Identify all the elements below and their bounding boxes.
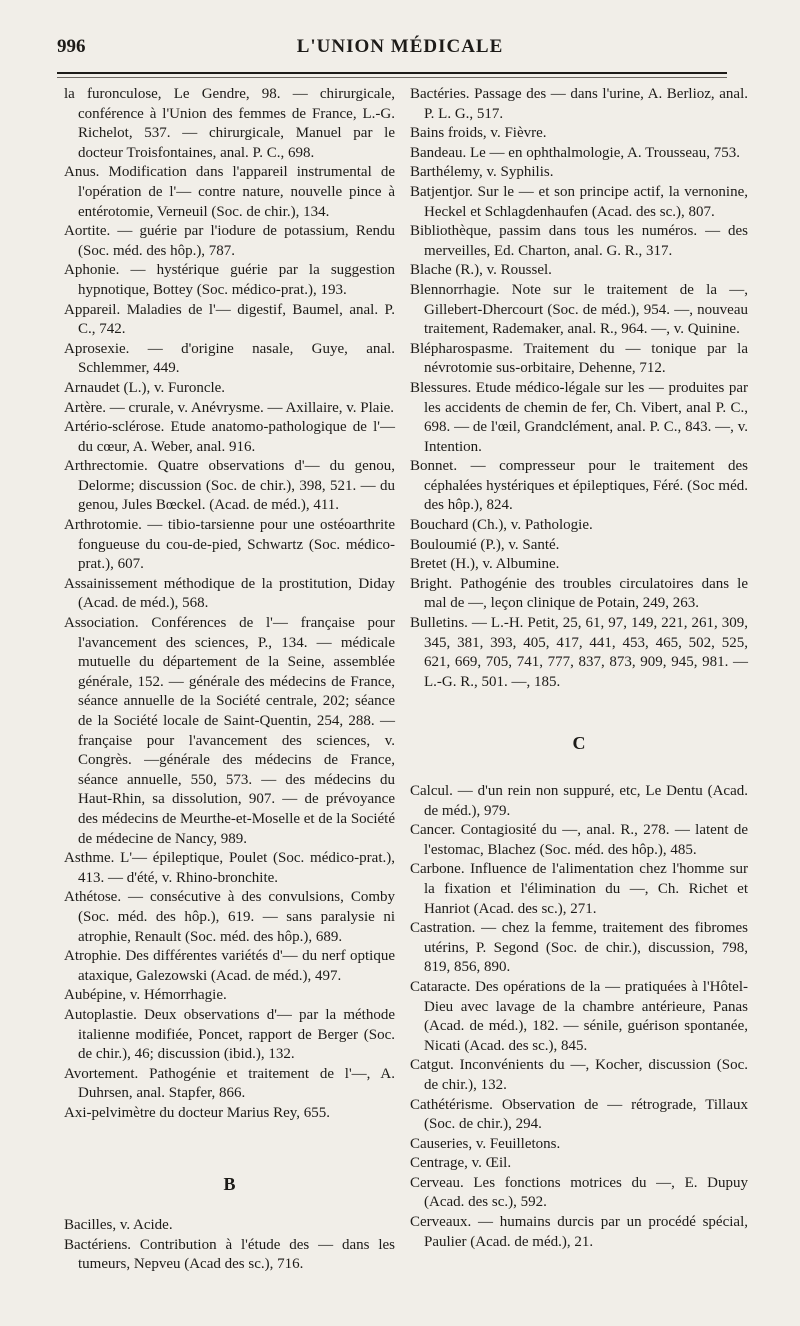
index-entry: Bright. Pathogénie des troubles circulatoires dans le mal de —, leçon clinique de Potain, 249, 263. — [410, 575, 748, 612]
index-entry: Bains froids, v. Fièvre. — [410, 125, 547, 142]
index-entry: Arthrectomie. Quatre observations d'— du genou, Delorme; discussion (Soc. de chir.), 398, 521. — du genou, Jules Bœckel. (Acad. de méd.), 411. — [64, 458, 395, 514]
index-entry: Arnaudet (L.), v. Furoncle. — [64, 379, 226, 396]
index-entry: Aortite. — guérie par l'iodure de potassium, Rendu (Soc. méd. des hôp.), 787. — [64, 223, 395, 259]
index-entry: Cataracte. Des opérations de la — pratiquées à l'Hôtel-Dieu avec lavage de la chambre antérieure, Panas (Acad. de méd.), 182. — sénile, guérison spontanée, Nicati (Acad. des sc.), 845. — [410, 978, 748, 1054]
index-entry: Anus. Modification dans l'appareil instrumental de l'opération de l'— contre nature, nouvelle pince à entérotomie, Verneuil (Soc. de chir.), 134. — [64, 164, 395, 220]
section-letter-c: C — [572, 733, 586, 754]
index-entry: Blépharospasme. Traitement du — tonique par la névrotomie sus-orbitaire, Dehenne, 712. — [410, 340, 748, 377]
index-entry: Bouloumié (P.), v. Santé. — [410, 536, 560, 553]
index-entry: Avortement. Pathogénie et traitement de l'—, A. Duhrsen, anal. Stapfer, 866. — [64, 1065, 395, 1102]
index-entries-b — [64, 1216, 395, 1275]
index-entry: Cathétérisme. Observation de — rétrograde, Tillaux (Soc. de chir.), 294. — [410, 1096, 748, 1133]
index-entry: Cancer. Contagiosité du —, anal. R., 278. — latent de l'estomac, Blachez (Soc. méd. des hôp.), 485. — [410, 822, 748, 858]
index-entry: Blache (R.), v. Roussel. — [410, 262, 552, 279]
index-entries-c — [410, 782, 748, 1252]
index-entry: Bulletins. — L.-H. Petit, 25, 61, 97, 149, 221, 261, 309, 345, 381, 393, 405, 417, 441, 453, 465, 502, 525, 621, 669, 705, 741, 777, 837, 873, 909, 945, 981. — L.-G. R., 501. —, 185. — [410, 615, 748, 690]
right-column — [410, 85, 748, 1252]
header-rule-thin — [57, 77, 727, 78]
journal-title: L'UNION MÉDICALE — [296, 36, 504, 57]
index-entry: Aubépine, v. Hémorrhagie. — [64, 987, 227, 1004]
index-entry: Bactéries. Passage des — dans l'urine, A. Berlioz, anal. P. L. G., 517. — [410, 86, 748, 122]
index-entry: Blessures. Etude médico-légale sur les — produites par les accidents de chemin de fer, Ch. Vibert, anal P. C., 698. — de l'œil, Grandclément, anal. P. C., 843. —, v. Intention. — [410, 379, 748, 455]
index-entry: Bouchard (Ch.), v. Pathologie. — [410, 517, 593, 534]
section-letter-b: B — [223, 1174, 236, 1195]
index-entry: Batjentjor. Sur le — et son principe actif, la vernonine, Heckel et Schlagdenhaufen (Acad. des sc.), 807. — [410, 183, 748, 220]
index-entry: Centrage, v. Œil. — [410, 1155, 512, 1172]
index-entry: Axi-pelvimètre du docteur Marius Rey, 655. — [64, 1104, 331, 1121]
index-entry: Cerveau. Les fonctions motrices du —, E. Dupuy (Acad. des sc.), 592. — [410, 1174, 748, 1211]
header-rule — [57, 72, 727, 74]
index-entry: Blennorrhagie. Note sur le traitement de la —, Gillebert-Dhercourt (Soc. de méd.), 954. —, nouveau traitement, Rademaker, anal. R., 964. —, v. Quinine. — [410, 281, 748, 338]
index-entry: Bonnet. — compresseur pour le traitement des céphalées hystériques et épileptiques, Féré. (Soc méd. des hôp.), 824. — [410, 458, 748, 514]
page-header — [0, 32, 800, 62]
index-entry: Autoplastie. Deux observations d'— par la méthode italienne modifiée, Poncet, rapport de Berger (Soc. de chir.), 46; discussion (ibid.), 132. — [64, 1006, 395, 1063]
index-entry: Bibliothèque, passim dans tous les numéros. — des merveilles, Ed. Charton, anal. G. R., 317. — [410, 223, 748, 259]
left-column — [64, 85, 395, 1275]
index-entry: Castration. — chez la femme, traitement des fibromes utérins, P. Segond (Soc. de chir.), discussion, 798, 819, 856, 890. — [410, 920, 748, 976]
index-entry: Cerveaux. — humains durcis par un procédé spécial, Paulier (Acad. de méd.), 21. — [410, 1214, 748, 1250]
index-entry: la furonculose, Le Gendre, 98. — chirurgicale, conférence à l'Union des femmes de France, L.-G. Richelot, 537. — chirurgicale, Manuel par le docteur Troisfontaines, anal. P. C., 698. — [64, 86, 395, 161]
index-entry: Bactériens. Contribution à l'étude des — dans les tumeurs, Nepveu (Acad des sc.), 716. — [64, 1236, 395, 1273]
index-entry: Atrophie. Des différentes variétés d'— du nerf optique ataxique, Galezowski (Acad. de méd.), 497. — [64, 948, 395, 984]
index-entry: Catgut. Inconvénients du —, Kocher, discussion (Soc. de chir.), 132. — [410, 1057, 748, 1093]
index-entries-b-continued — [410, 85, 748, 692]
index-entry: Causeries, v. Feuilletons. — [410, 1135, 561, 1152]
index-entry: Artère. — crurale, v. Anévrysme. — Axillaire, v. Plaie. — [64, 399, 395, 416]
index-entry: Appareil. Maladies de l'— digestif, Baumel, anal. P. C., 742. — [64, 301, 395, 338]
index-entry: Artério-sclérose. Etude anatomo-pathologique de l'— du cœur, A. Weber, anal. 916. — [64, 419, 395, 455]
index-entry: Bretet (H.), v. Albumine. — [410, 556, 560, 573]
page-number: 996 — [57, 36, 86, 57]
index-entry: Assainissement méthodique de la prostitution, Diday (Acad. de méd.), 568. — [64, 575, 395, 612]
index-entries-a — [64, 85, 395, 1123]
index-entry: Bandeau. Le — en ophthalmologie, A. Trousseau, 753. — [410, 144, 740, 161]
index-entry: Arthrotomie. — tibio-tarsienne pour une ostéoarthrite fongueuse du cou-de-pied, Schwartz (Soc. médico-prat.), 607. — [64, 517, 395, 573]
index-entry: Bacilles, v. Acide. — [64, 1217, 173, 1234]
index-entry: Aphonie. — hystérique guérie par la suggestion hypnotique, Bottey (Soc. médico-prat.), 193. — [64, 262, 395, 298]
index-entry: Asthme. L'— épileptique, Poulet (Soc. médico-prat.), 413. — d'été, v. Rhino-bronchite. — [64, 850, 395, 886]
index-entry: Carbone. Influence de l'alimentation chez l'homme sur la fixation et l'élimination du —, Ch. Richet et Hanriot (Acad. des sc.), 271. — [410, 861, 748, 917]
index-entry: Barthélemy, v. Syphilis. — [410, 164, 554, 181]
index-entry: Aprosexie. — d'origine nasale, Guye, anal. Schlemmer, 449. — [64, 340, 395, 377]
index-entry: Athétose. — consécutive à des convulsions, Comby (Soc. méd. des hôp.), 619. — sans paralysie ni atrophie, Renault (Soc. méd. des hôp.), 689. — [64, 889, 395, 945]
index-entry: Calcul. — d'un rein non suppuré, etc, Le Dentu (Acad. de méd.), 979. — [410, 783, 748, 819]
index-entry: Association. Conférences de l'— française pour l'avancement des sciences, P., 134. — médicale mutuelle du département de la Seine, assemblée générale, 152. — générale des médecins de France, séance annuelle de la Société centrale, 202; séance de la Société locale de Saint-Quentin, 254, 288. — française pour l'avancement des sciences, v. Congrès. —générale des médecins de France, séance annuelle, 550, 573. — des médecins du Haut-Rhin, sa dissolution, 907. — de prévoyance des médecins de Meurthe-et-Moselle et de la Société de médecine de Nancy, 989. — [64, 615, 395, 847]
